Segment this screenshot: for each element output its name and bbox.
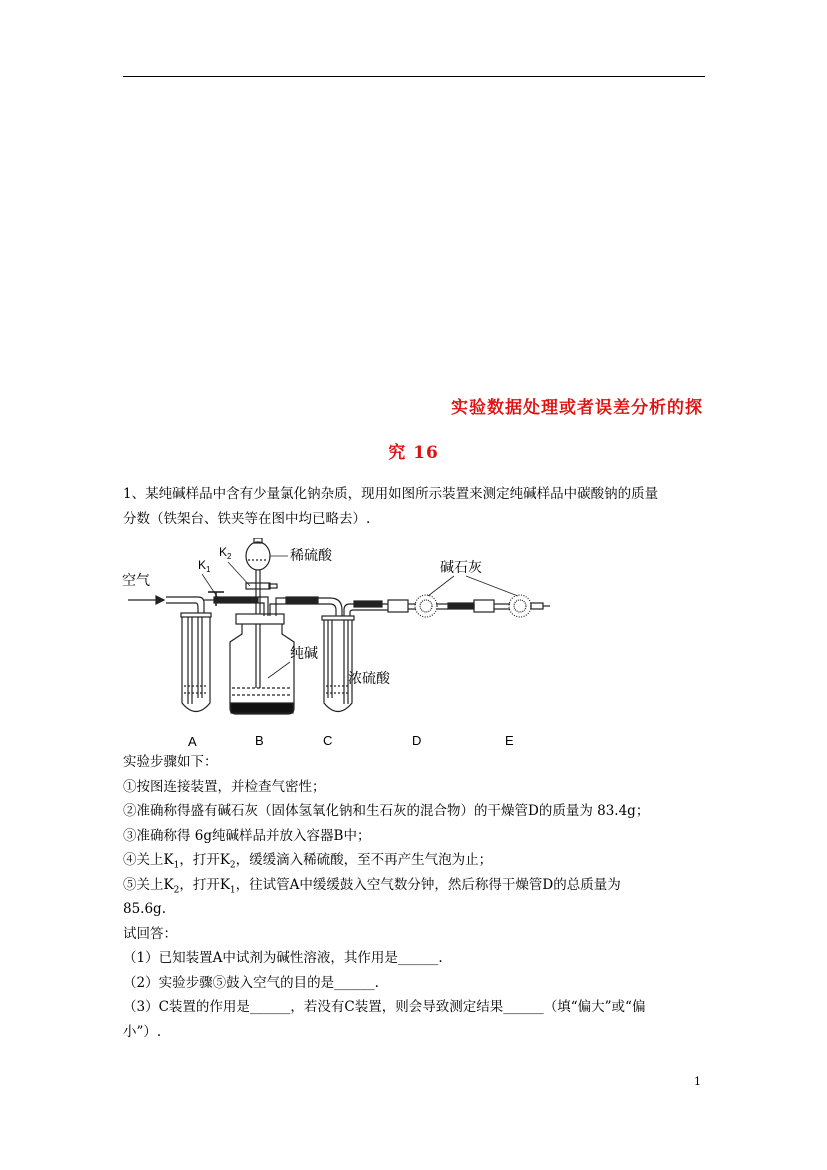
- label-e: E: [505, 733, 514, 748]
- step-5: ⑤关上$K_2$，打开$K_1$，往试管A中缓缓鼓入空气数分钟，然后称得干燥管D的总质量为: [123, 876, 621, 896]
- step-2: ②准确称得盛有碱石灰（固体氢氧化钠和生石灰的混合物）的干燥管D的质量为 83.4g；: [123, 803, 650, 819]
- apparatus-diagram: [118, 538, 558, 750]
- label-c: C: [323, 733, 333, 748]
- label-soda-lime: 碱石灰: [440, 559, 482, 575]
- page-number: 1: [694, 1075, 701, 1088]
- step-1: ①按图连接装置，并检查气密性；: [123, 778, 326, 795]
- step-5-cont: 85.6g.: [123, 901, 166, 917]
- label-b: B: [255, 733, 264, 748]
- step-3: ③准确称得 6g纯碱样品并放入容器B中；: [123, 827, 371, 844]
- drying-tube-d: [388, 595, 474, 617]
- question-intro: [123, 482, 705, 531]
- label-k2: $K_2$: [219, 545, 232, 561]
- step-4: ④关上$K_1$，打开$K_2$，缓缓滴入稀硫酸，至不再产生气泡为止；: [123, 852, 493, 871]
- tube-c: [322, 616, 354, 712]
- drying-tube-e: [474, 595, 550, 617]
- bottle-b: [230, 597, 294, 714]
- label-soda: 纯碱: [290, 645, 318, 661]
- intro-line-2: 分数（铁架台、铁夹等在图中均已略去）.: [123, 510, 371, 527]
- label-conc-acid: 浓硫酸: [348, 670, 390, 686]
- label-dilute-acid: 稀硫酸: [290, 547, 332, 563]
- question-2: （2）实验步骤⑤鼓入空气的目的是______.: [123, 974, 379, 991]
- label-air: 空气: [122, 572, 150, 588]
- question-3-line-2: 小”）.: [123, 1023, 162, 1040]
- tube-a: [166, 597, 218, 712]
- label-k1: $K_1$: [198, 558, 211, 574]
- label-a: A: [188, 734, 197, 749]
- question-3-line-1: （3）C装置的作用是______，若没有C装置，则会导致测定结果______（填“偏大”或“偏: [123, 999, 646, 1015]
- title-line-1: 实验数据处理或者误差分析的探: [451, 398, 703, 418]
- question-1: （1）已知装置A中试剂为碱性溶液，其作用是______.: [123, 950, 443, 966]
- intro-line-1: 1、某纯碱样品中含有少量氯化钠杂质，现用如图所示装置来测定纯碱样品中碳酸钠的质量: [123, 486, 659, 502]
- title-line-2: 究 16: [388, 443, 439, 463]
- header-rule: [123, 76, 705, 77]
- label-d: D: [412, 733, 422, 748]
- answers-heading: 试回答：: [123, 925, 177, 942]
- steps-block: [123, 750, 705, 1044]
- steps-heading: 实验步骤如下：: [123, 754, 218, 770]
